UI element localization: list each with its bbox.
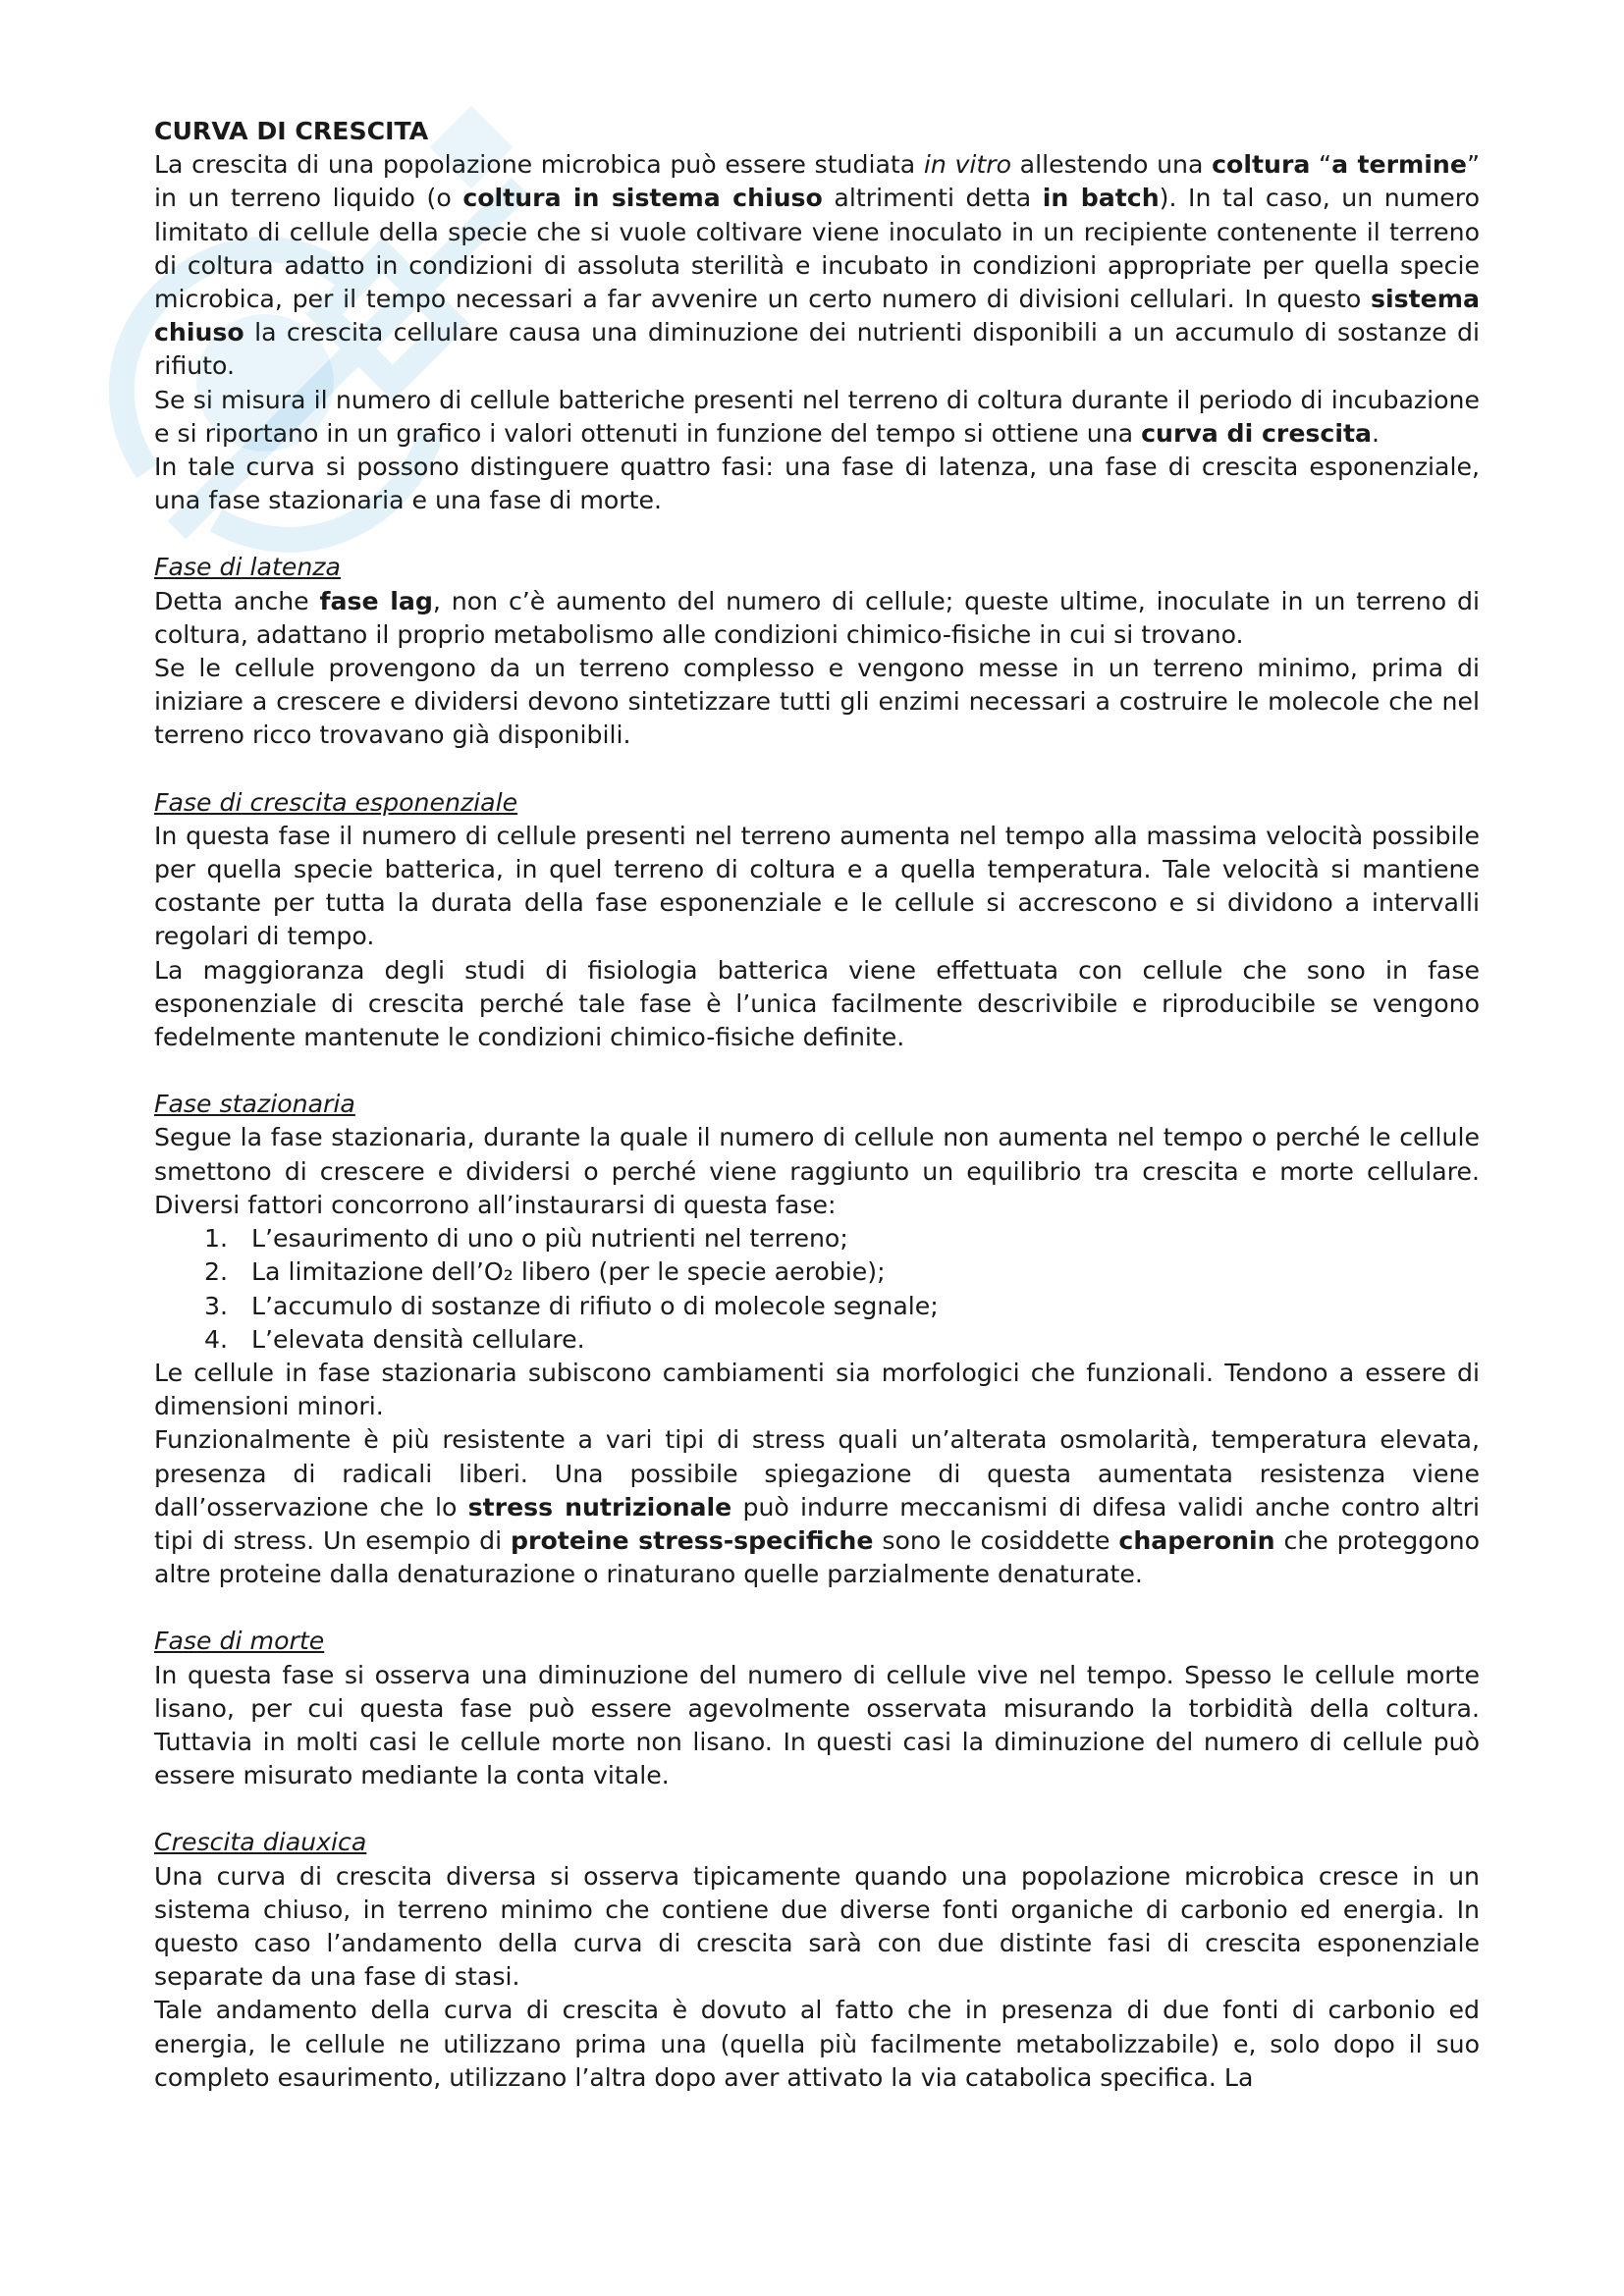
text-run: “	[1310, 150, 1332, 180]
sections-container	[154, 517, 1480, 2095]
paragraph	[154, 1357, 1480, 1423]
bold-term: chaperonin	[1118, 1525, 1275, 1555]
paragraph	[154, 1121, 1480, 1222]
text-run: Se le cellule provengono da un terreno complesso e vengono messe in un terreno minimo, prima di iniziare a crescere e dividersi devono sintetizzare tutti gli enzimi necessari a costruire le molecole che nel terreno ricco trovavano già disponibili.	[154, 654, 1480, 750]
section-heading: Fase stazionaria	[154, 1090, 355, 1119]
section-spacer	[154, 517, 1480, 551]
section-spacer	[154, 753, 1480, 786]
paragraph	[154, 451, 1480, 517]
section-spacer	[154, 1591, 1480, 1625]
list-item: 4. L’elevata densità cellulare.	[236, 1323, 1480, 1357]
paragraph	[154, 820, 1480, 954]
paragraph	[154, 585, 1480, 652]
text-run: Tale andamento della curva di crescita è dovuto al fatto che in presenza di due fonti di carbonio ed energia, le cellule ne utilizzano prima una (quella più facilmente metabolizzabile) e, solo dopo il suo completo esaurimento, utilizzano l’altra dopo aver attivato la via catabolica specifica. La	[154, 1996, 1480, 2092]
section	[154, 1625, 1480, 1792]
section-spacer	[154, 1054, 1480, 1088]
document-body	[154, 115, 1480, 2095]
bold-term: a termine	[1331, 150, 1467, 180]
text-run: .	[1372, 418, 1380, 448]
text-run: ). In tal caso, un numero limitato di cellule della specie che si vuole coltivare viene inoculato in un recipiente contenente il terreno di coltura adatto in condizioni di assoluta sterilità e incubato in condizioni appropriate per quella specie microbica, per il tempo necessari a far avvenire un certo numero di divisioni cellulari. In questo	[154, 184, 1480, 314]
list-item: 1. L’esaurimento di uno o più nutrienti nel terreno;	[236, 1222, 1480, 1255]
list-item: 3. L’accumulo di sostanze di rifiuto o di molecole segnale;	[236, 1290, 1480, 1323]
numbered-list	[154, 1222, 1480, 1357]
section-heading: Fase di morte	[154, 1627, 325, 1656]
text-run: che proteggono altre proteine dalla denaturazione o rinaturano quelle parzialmente denaturate.	[154, 1525, 1480, 1589]
paragraph	[154, 148, 1480, 383]
text-run: In questa fase si osserva una diminuzione del numero di cellule vive nel tempo. Spesso le cellule morte lisano, per cui questa fase può essere agevolmente osservata misurando la torbidità della coltura. Tuttavia in molti casi le cellule morte non lisano. In questi casi la diminuzione del numero di cellule può essere misurato mediante la conta vitale.	[154, 1660, 1480, 1790]
bold-term: coltura	[1212, 150, 1311, 180]
text-run: Le cellule in fase stazionaria subiscono cambiamenti sia morfologici che funzionali. Tendono a essere di dimensioni minori.	[154, 1358, 1480, 1421]
bold-term: stress nutrizionale	[467, 1492, 732, 1522]
bold-term: in batch	[1042, 184, 1160, 213]
paragraph	[154, 652, 1480, 753]
paragraph	[154, 954, 1480, 1055]
paragraph	[154, 384, 1480, 451]
text-run: In tale curva si possono distinguere quattro fasi: una fase di latenza, una fase di crescita esponenziale, una fase stazionaria e una fase di morte.	[154, 453, 1480, 515]
text-run: La crescita di una popolazione microbica può essere studiata	[154, 150, 924, 180]
section	[154, 551, 1480, 752]
italic-term: in vitro	[923, 150, 1012, 180]
page-title: CURVA DI CRESCITA	[154, 117, 429, 145]
section	[154, 1088, 1480, 1591]
paragraph	[154, 1860, 1480, 1995]
paragraph	[154, 1423, 1480, 1591]
section	[154, 1826, 1480, 2095]
list-item: 2. La limitazione dell’O₂ libero (per le specie aerobie);	[236, 1255, 1480, 1289]
bold-term: proteine stress-specifiche	[511, 1525, 874, 1555]
bold-term: sistema chiuso	[154, 285, 1480, 347]
intro-section	[154, 148, 1480, 517]
text-run: allestendo una	[1011, 150, 1213, 180]
section	[154, 786, 1480, 1055]
section-heading: Fase di crescita esponenziale	[154, 787, 518, 817]
text-run: , non c’è aumento del numero di cellule; queste ultime, inoculate in un terreno di coltura, adattano il proprio metabolismo alle condizioni chimico-fisiche in cui si trovano.	[154, 586, 1480, 649]
text-run: ” in un terreno liquido (o	[154, 150, 1480, 213]
section-spacer	[154, 1792, 1480, 1826]
text-run: La maggioranza degli studi di fisiologia batterica viene effettuata con cellule che sono in fase esponenziale di crescita perché tale fase è l’unica facilmente descrivibile e riproducibile se vengono fedelmente mantenute le condizioni chimico-fisiche definite.	[154, 955, 1480, 1052]
paragraph	[154, 1659, 1480, 1793]
paragraph	[154, 1994, 1480, 2095]
section-heading: Crescita diauxica	[154, 1828, 367, 1857]
text-run: Detta anche	[154, 586, 320, 615]
bold-term: coltura in sistema chiuso	[462, 184, 823, 213]
text-run: la crescita cellulare causa una diminuzione dei nutrienti disponibili a un accumulo di sostanze di rifiuto.	[154, 318, 1480, 381]
text-run: può indurre meccanismi di difesa validi anche contro altri tipi di stress. Un esempio di	[154, 1492, 1481, 1555]
section-heading: Fase di latenza	[154, 553, 341, 582]
text-run: Se si misura il numero di cellule batteriche presenti nel terreno di coltura durante il periodo di incubazione e si riportano in un grafico i valori ottenuti in funzione del tempo si ottiene una	[154, 385, 1480, 448]
text-run: Una curva di crescita diversa si osserva tipicamente quando una popolazione microbica cresce in un sistema chiuso, in terreno minimo che contiene due diverse fonti organiche di carbonio ed energia. In questo caso l’andamento della curva di crescita sarà con due distinte fasi di crescita esponenziale separate da una fase di stasi.	[154, 1861, 1480, 1992]
bold-term: fase lag	[319, 586, 433, 615]
text-run: Funzionalmente è più resistente a vari tipi di stress quali un’alterata osmolarità, temperatura elevata, presenza di radicali liberi. Una possibile spiegazione di questa aumentata resistenza viene dall’osservazione che lo	[154, 1425, 1480, 1522]
text-run: Segue la fase stazionaria, durante la quale il numero di cellule non aumenta nel tempo o perché le cellule smettono di crescere e dividersi o perché viene raggiunto un equilibrio tra crescita e morte cellulare. Diversi fattori concorrono all’instaurarsi di questa fase:	[154, 1123, 1480, 1219]
bold-term: curva di crescita	[1141, 418, 1373, 448]
text-run: sono le cosiddette	[873, 1525, 1119, 1555]
text-run: altrimenti detta	[822, 184, 1043, 213]
text-run: In questa fase il numero di cellule presenti nel terreno aumenta nel tempo alla massima velocità possibile per quella specie batterica, in quel terreno di coltura e a quella temperatura. Tale velocità si mantiene costante per tutta la durata della fase esponenziale e le cellule si accrescono e si dividono a intervalli regolari di tempo.	[154, 821, 1480, 951]
